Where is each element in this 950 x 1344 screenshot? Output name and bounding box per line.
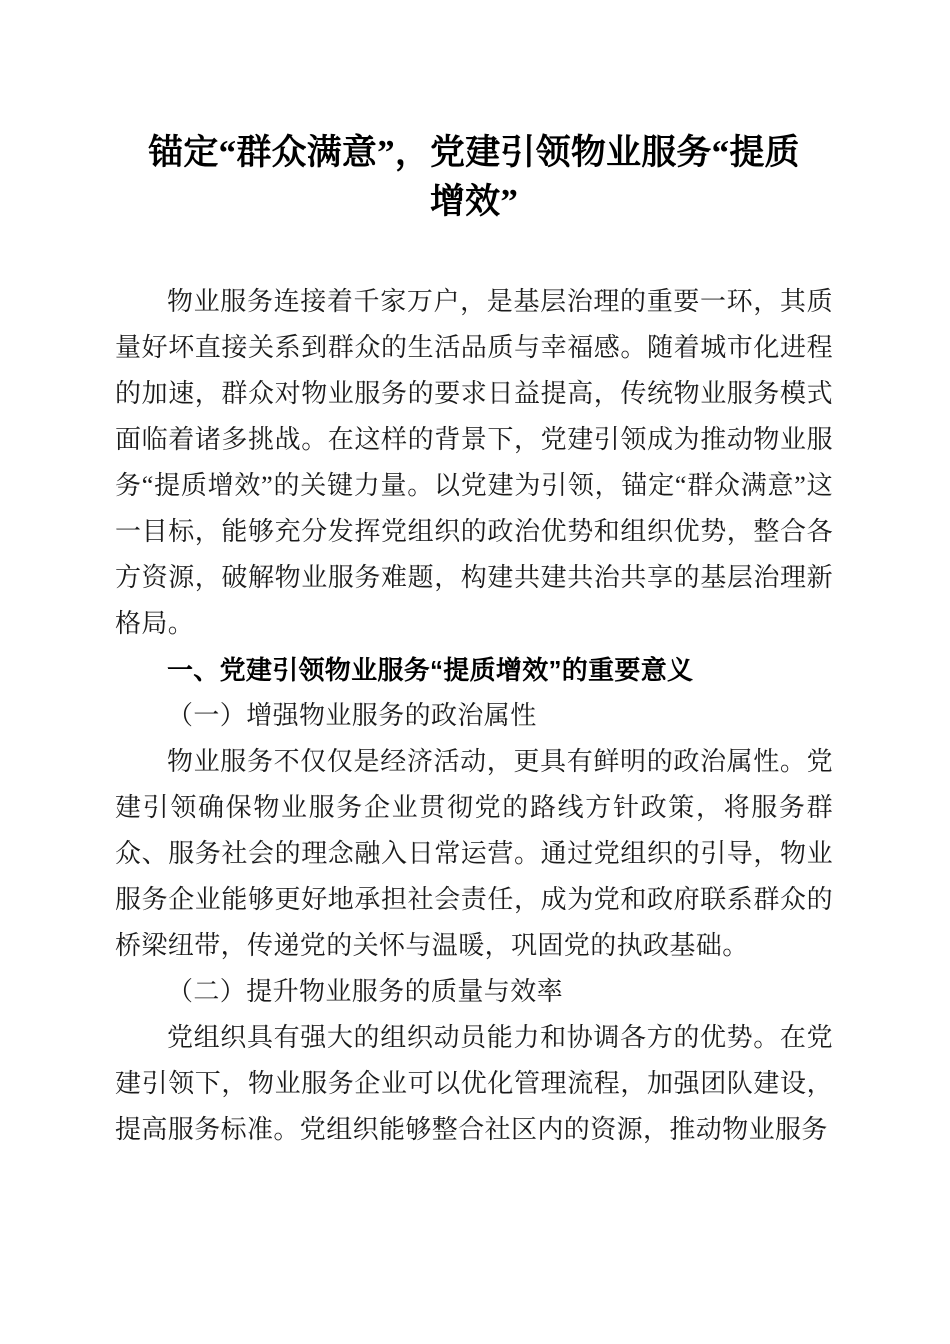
section-heading-1: 一、党建引领物业服务“提质增效”的重要意义 — [167, 655, 694, 685]
page-title-line-2: 增效” — [429, 182, 519, 221]
subsection-heading-1-1: （一）增强物业服务的政治属性 — [167, 701, 537, 730]
document-content-column — [115, 0, 833, 1153]
page-title — [115, 0, 833, 226]
intro-paragraph: 物业服务连接着千家万户，是基层治理的重要一环，其质量好坏直接关系到群众的生活品质与幸福感。随着城市化进程的加速，群众对物业服务的要求日益提高，传统物业服务模式面临着诸多挑战。在这样的背景下，党建引领成为推动物业服务“提质增效”的关键力量。以党建为引领，锚定“群众满意”这一目标，能够充分发挥党组织的政治优势和组织优势，整合各方资源，破解物业服务难题，构建共建共治共享的基层治理新格局。 — [115, 287, 833, 638]
title-body-spacer — [115, 226, 833, 279]
subsection-paragraph-1-2: 党组织具有强大的组织动员能力和协调各方的优势。在党建引领下，物业服务企业可以优化管理流程，加强团队建设，提高服务标准。党组织能够整合社区内的资源，推动物业服务 — [115, 1023, 833, 1144]
subsection-heading-1-2: （二）提升物业服务的质量与效率 — [167, 977, 564, 1006]
page-title-line-1: 锚定“群众满意”，党建引领物业服务“提质 — [148, 133, 800, 172]
subsection-paragraph-1-1: 物业服务不仅仅是经济活动，更具有鲜明的政治属性。党建引领确保物业服务企业贯彻党的路线方针政策，将服务群众、服务社会的理念融入日常运营。通过党组织的引导，物业服务企业能够更好地承担社会责任，成为党和政府联系群众的桥梁纽带，传递党的关怀与温暖，巩固党的执政基础。 — [115, 747, 833, 960]
